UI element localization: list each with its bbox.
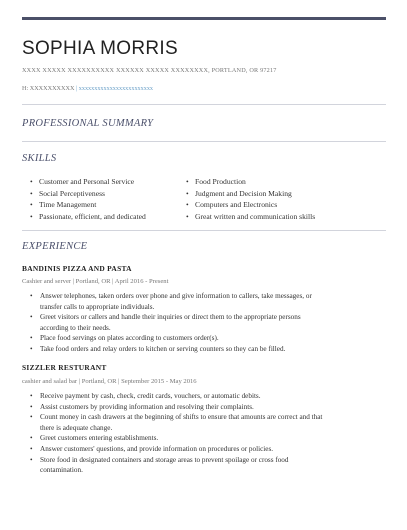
duty-item: • Store food in designated containers and storage areas to prevent spoilage or cross food	[30, 455, 386, 466]
duty-item: • Greet customers entering establishments.	[30, 433, 386, 444]
skill-item: • Customer and Personal Service	[30, 176, 146, 188]
duty-item: • Assist customers by providing information and resolving their complaints.	[30, 402, 386, 413]
job-subtitle: cashier and salad bar | Portland, OR | September 2015 - May 2016	[22, 378, 197, 385]
duty-item: • Answer telephones, taken orders over phone and give information to callers, take messages, or	[30, 291, 386, 302]
duty-item: • Take food orders and relay orders to kitchen or serving counters so they can be filled.	[30, 344, 386, 355]
duty-item-continuation: transfer calls to appropriate individuals.	[40, 302, 155, 311]
duty-item: • Greet visitors or callers and handle their inquiries or direct them to the appropriate persons	[30, 312, 386, 323]
section-title-skills: SKILLS	[22, 153, 57, 164]
skill-item: • Judgment and Decision Making	[186, 188, 315, 200]
skill-item: • Social Perceptiveness	[30, 188, 146, 200]
duty-item-continuation: according to their needs.	[40, 323, 111, 332]
header-accent-bar	[22, 17, 386, 20]
duty-item-continuation: contamination.	[40, 466, 83, 475]
contact-email-link[interactable]: xxxxxxxxxxxxxxxxxxxxxxxx	[78, 85, 154, 92]
job-subtitle: Cashier and server | Portland, OR | April 2016 - Present	[22, 278, 169, 285]
skill-item: • Great written and communication skills	[186, 211, 315, 223]
skill-item: • Food Production	[186, 176, 315, 188]
job-company: SIZZLER RESTURANT	[22, 363, 107, 372]
duty-item: • Receive payment by cash, check, credit cards, vouchers, or automatic debits.	[30, 391, 386, 402]
duty-item: • Count money in cash drawers at the beginning of shifts to ensure that amounts are correct and that	[30, 412, 386, 423]
contact-separator: |	[75, 85, 78, 92]
divider	[22, 104, 386, 105]
section-title-experience: EXPERIENCE	[22, 241, 88, 252]
section-title-summary: PROFESSIONAL SUMMARY	[22, 118, 154, 129]
contact-line	[22, 85, 153, 92]
candidate-name: SOPHIA MORRIS	[22, 38, 178, 59]
duty-item: • Answer customers' questions, and provide information on procedures or policies.	[30, 444, 386, 455]
skills-right-column	[186, 176, 315, 222]
skill-item: • Time Management	[30, 199, 146, 211]
duty-item: • Place food servings on plates according to customers order(s).	[30, 333, 386, 344]
skill-item: • Passionate, efficient, and dedicated	[30, 211, 146, 223]
contact-address: XXXX XXXXX XXXXXXXXXX XXXXXX XXXXX XXXXXXXX, PORTLAND, OR 97217	[22, 67, 277, 74]
skill-item: • Computers and Electronics	[186, 199, 315, 211]
duty-item-continuation: there is adequate change.	[40, 423, 113, 432]
job-duties-list	[30, 391, 386, 476]
divider	[22, 230, 386, 231]
contact-phone: H: XXXXXXXXXX	[22, 85, 75, 92]
skills-left-column	[30, 176, 146, 222]
job-company: BANDINIS PIZZA AND PASTA	[22, 264, 132, 273]
job-duties-list	[30, 291, 386, 355]
divider	[22, 141, 386, 142]
